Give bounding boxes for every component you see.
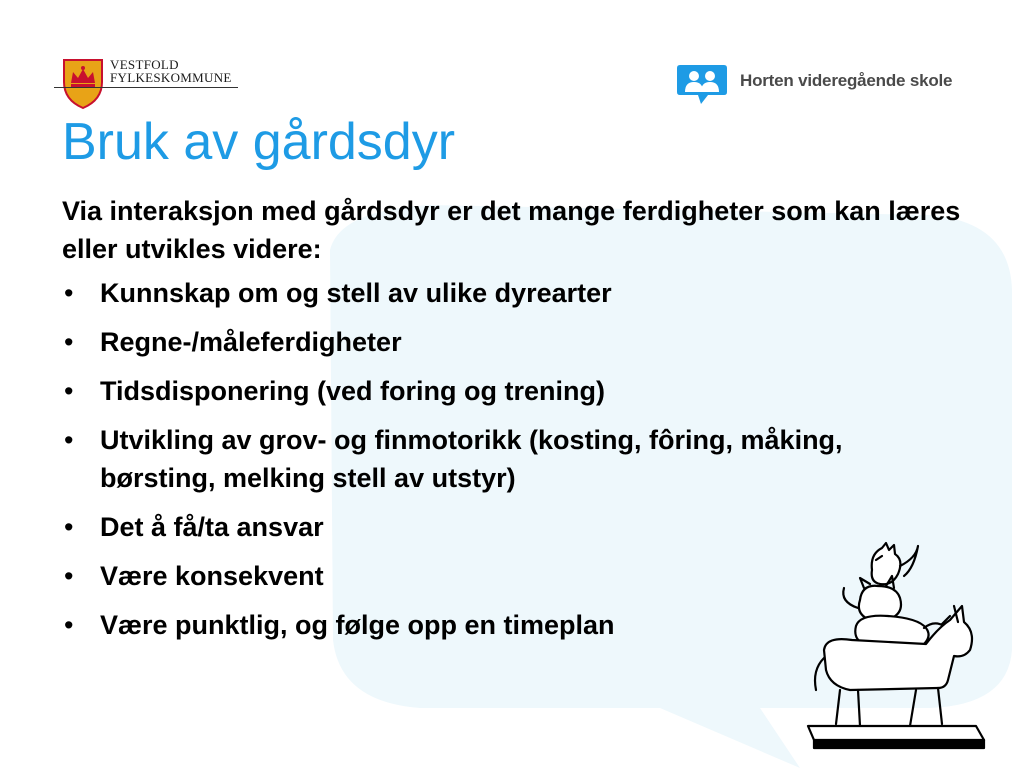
crown-shield-icon [62, 58, 104, 110]
horten-vgs-name: Horten videregående skole [740, 71, 953, 90]
intro-text: Via interaksjon med gårdsdyr er det mange ferdigheter som kan læres eller utvikles videre: [62, 196, 961, 264]
vestfold-logo-line1: VESTFOLD [110, 57, 179, 72]
bullet-item: • Kunnskap om og stell av ulike dyrearter [62, 274, 962, 312]
horten-vgs-logo [676, 62, 976, 106]
speech-bubble-people-icon [676, 62, 728, 106]
bullet-item: • Regne-/måleferdigheter [62, 323, 962, 361]
bullet-item: • Tidsdisponering (ved foring og trening) [62, 372, 962, 410]
bullet-item: • Utvikling av grov- og finmotorikk (kosting, fôring, måking, børsting, melking stell av utstyr) [62, 421, 962, 497]
logo-divider [54, 87, 238, 88]
bullet-item: • Være punktlig, og følge opp en timeplan [62, 606, 962, 644]
town-musicians-animals-illustration [800, 540, 990, 750]
vestfold-logo-line2: FYLKESKOMMUNE [110, 70, 232, 85]
slide-title: Bruk av gårdsdyr [62, 113, 456, 171]
bullet-item: • Det å få/ta ansvar [62, 508, 962, 546]
bullet-item: • Være konsekvent [62, 557, 962, 595]
vestfold-fylkeskommune-logo [54, 56, 254, 112]
